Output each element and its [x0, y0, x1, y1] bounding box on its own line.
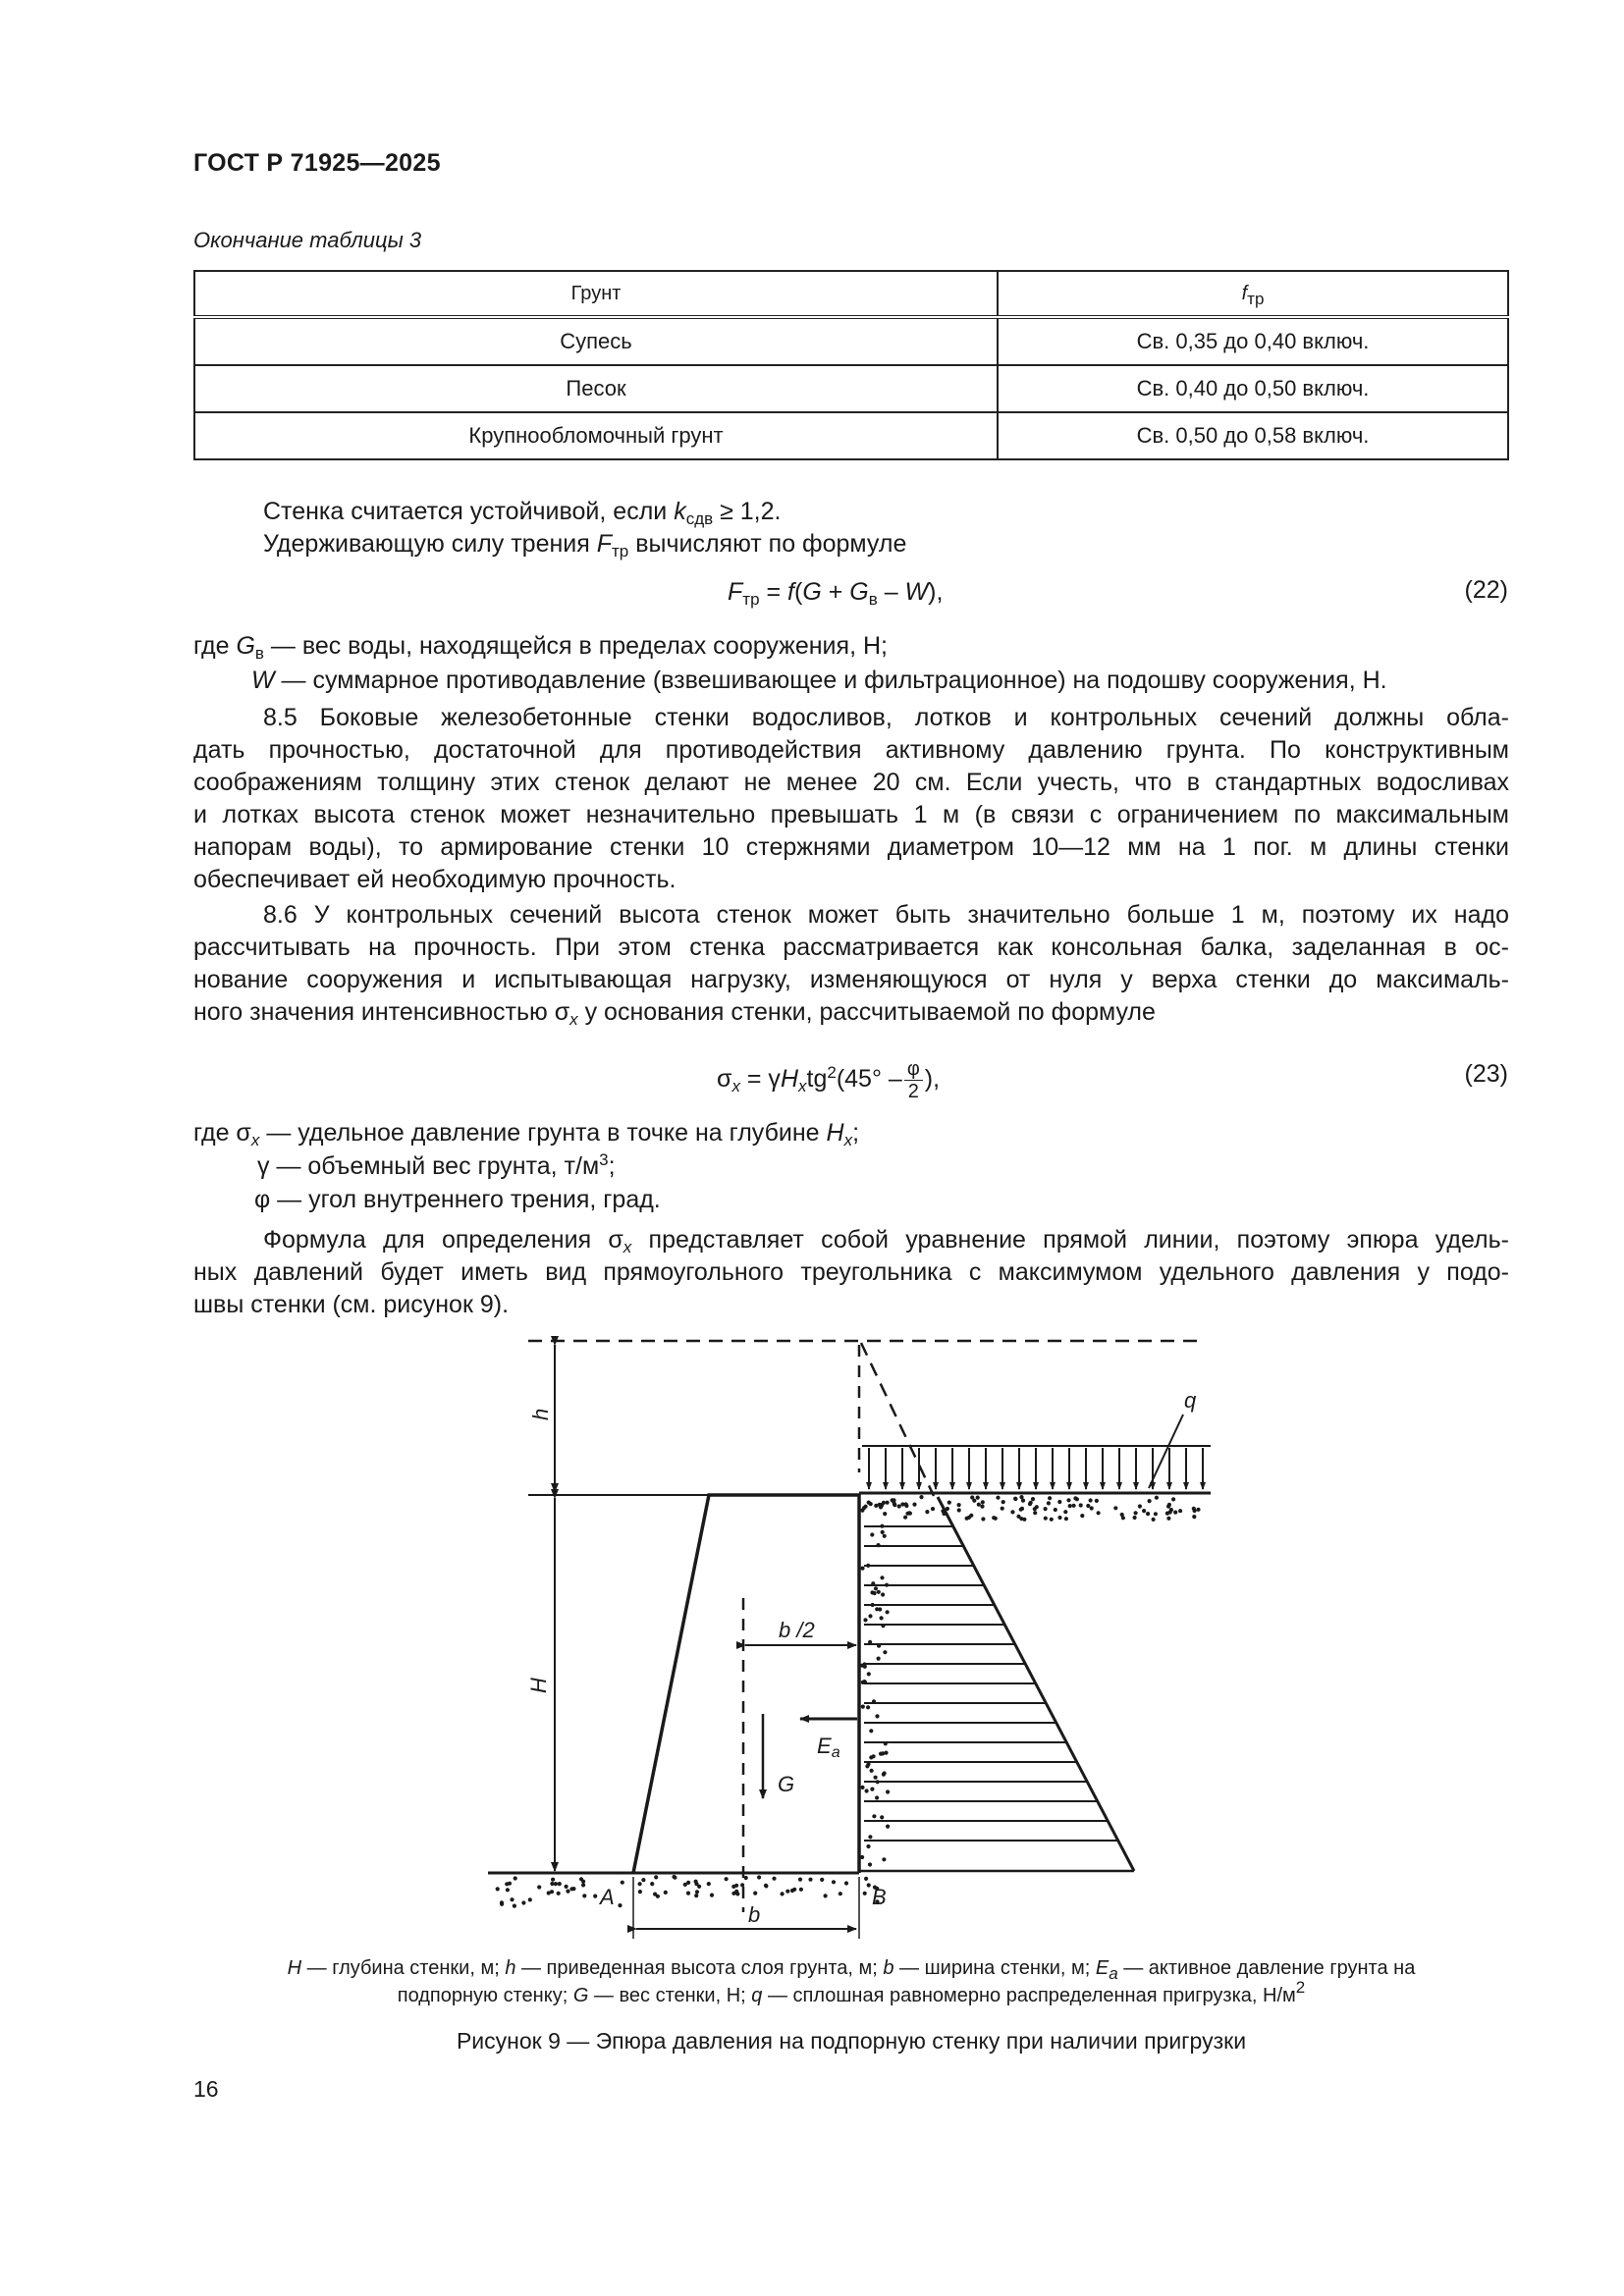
soil-dot: [870, 1788, 874, 1791]
header-friction: $f_{тр}$: [998, 271, 1508, 317]
soil-dot: [1048, 1496, 1052, 1500]
soil-dot: [1079, 1503, 1083, 1507]
soil-dot: [1178, 1509, 1182, 1513]
soil-dot: [554, 1882, 558, 1886]
soil-dot: [1142, 1509, 1146, 1513]
soil-dot: [753, 1892, 757, 1896]
soil-dot: [864, 1877, 868, 1881]
label-b: b: [748, 1902, 761, 1927]
soil-dot: [1073, 1496, 1077, 1500]
soil-dot: [844, 1881, 848, 1885]
soil-dot: [785, 1890, 789, 1894]
soil-dot: [707, 1882, 711, 1886]
soil-dot: [866, 1564, 870, 1568]
soil-dot: [860, 1855, 864, 1859]
document-header: ГОСТ Р 71925—2025: [193, 149, 441, 177]
para-8-5-line1: 8.5 Боковые железобетонные стенки водосливов, лотков и контрольных сечений должны обла-: [263, 704, 1509, 731]
soil-dot: [882, 1857, 886, 1861]
soil-dot: [868, 1835, 872, 1839]
soil-dot: [925, 1510, 929, 1514]
soil-dot: [510, 1897, 514, 1901]
soil-dot: [881, 1592, 885, 1596]
soil-dot: [875, 1795, 879, 1799]
soil-dot: [557, 1892, 561, 1896]
soil-dot: [808, 1878, 812, 1882]
figure-legend-line2: подпорную стенку; G — вес стенки, Н; q — сплошная равномерно распределенная пригрузка, $Н/м^2$: [397, 1978, 1306, 2006]
pressure-extension-dashed: [861, 1343, 934, 1496]
soil-dot: [1192, 1515, 1196, 1519]
where-phi: φ — угол внутреннего трения, град.: [254, 1186, 661, 1213]
soil-dot: [1080, 1514, 1084, 1518]
para-formula-line2: ных давлений будет иметь вид прямоугольного треугольника с максимумом удельного давления у подо-: [193, 1258, 1509, 1286]
soil-dot: [886, 1610, 890, 1614]
para-8-5-line5: напорам воды), то армирование стенки 10 стержнями диаметром 10—12 мм на 1 пог. м длины стенки: [193, 833, 1509, 861]
soil-dot: [1148, 1499, 1152, 1503]
soil-dot: [1068, 1504, 1072, 1508]
soil-dot: [1072, 1504, 1076, 1508]
where-gamma: γ — объемный вес грунта, $т/м^3$;: [257, 1150, 616, 1180]
cell-value: Св. 0,40 до 0,50 включ.: [998, 365, 1508, 412]
soil-dot: [571, 1887, 575, 1891]
soil-dot: [824, 1894, 828, 1897]
soil-dot: [875, 1714, 879, 1718]
soil-dot: [1054, 1508, 1057, 1512]
soil-dot: [641, 1878, 645, 1882]
soil-dot: [820, 1878, 824, 1882]
soil-dot: [886, 1825, 890, 1829]
soil-dot: [864, 1505, 868, 1509]
soil-dot: [969, 1514, 973, 1518]
soil-dot: [757, 1875, 761, 1879]
soil-dot: [798, 1878, 802, 1882]
soil-dot: [1090, 1506, 1094, 1510]
soil-dot: [862, 1662, 866, 1666]
soil-dot: [872, 1814, 876, 1818]
soil-dot: [1066, 1498, 1070, 1502]
soil-dot: [893, 1503, 896, 1507]
soil-dot: [764, 1884, 768, 1888]
soil-dot: [1013, 1497, 1017, 1501]
soil-dot: [903, 1516, 907, 1520]
soil-dot: [872, 1699, 876, 1703]
soil-dot: [1146, 1512, 1150, 1516]
soil-dot: [621, 1881, 624, 1885]
soil-dot: [876, 1543, 880, 1547]
soil-dot: [650, 1882, 654, 1886]
soil-dot: [558, 1882, 562, 1886]
soil-dot: [868, 1614, 872, 1618]
soil-dot: [907, 1511, 911, 1515]
soil-dot: [883, 1534, 887, 1538]
para-8-5-line4: и лотках высота стенок может незначительно превышать 1 м (в связи с ограничением по максимальным: [193, 801, 1509, 828]
cell-soil: Супесь: [194, 317, 998, 365]
retaining-wall: [633, 1495, 859, 1873]
equation-22: $F_{тр} = f(G + G_в - W)$,: [728, 578, 944, 609]
soil-dot: [870, 1590, 874, 1594]
soil-dot: [686, 1881, 690, 1885]
soil-dot: [874, 1776, 878, 1780]
soil-dot: [867, 1883, 871, 1887]
where-w-pressure: W — суммарное противодавление (взвешивающее и фильтрационное) на подошву сооружения, Н.: [251, 667, 1387, 694]
soil-dot: [881, 1624, 885, 1628]
soil-dot: [1028, 1502, 1032, 1506]
soil-dot: [941, 1509, 945, 1513]
pressure-hatch: [864, 1526, 1118, 1841]
soil-dot: [931, 1507, 935, 1511]
soil-dot: [880, 1815, 884, 1819]
soil-dot: [653, 1893, 657, 1896]
cell-value: Св. 0,50 до 0,58 включ.: [998, 412, 1508, 459]
soil-dot: [886, 1501, 890, 1505]
soil-dot: [799, 1888, 803, 1892]
soil-dot: [946, 1507, 949, 1511]
label-G: G: [778, 1772, 795, 1796]
where-g-water: где $G_в$ — вес воды, находящейся в пределах сооружения, Н;: [193, 632, 888, 663]
soil-dot: [1089, 1498, 1093, 1502]
label-B: B: [872, 1885, 887, 1909]
soil-dot: [1001, 1500, 1005, 1504]
label-H: H: [526, 1678, 551, 1693]
soil-dot: [1168, 1510, 1172, 1514]
soil-dot: [886, 1789, 890, 1793]
soil-dot: [772, 1877, 776, 1881]
soil-dot: [972, 1499, 976, 1503]
soil-dot: [1152, 1518, 1156, 1522]
soil-dot: [891, 1498, 894, 1502]
soil-dot: [880, 1616, 884, 1620]
soil-dot: [885, 1583, 889, 1587]
para-8-5-line3: соображениям толщину этих стенок делают не менее 20 см. Если учесть, что в стандартных водосливах: [193, 769, 1509, 796]
soil-dot: [1063, 1510, 1067, 1514]
label-A: A: [600, 1885, 615, 1909]
soil-dot: [792, 1888, 796, 1892]
soil-dot: [694, 1882, 698, 1886]
soil-dot: [581, 1880, 585, 1884]
label-b-half: b /2: [779, 1618, 815, 1642]
soil-dot: [710, 1894, 714, 1897]
equation-22-number: (22): [1464, 576, 1508, 604]
soil-dot: [521, 1900, 525, 1904]
soil-dot: [1010, 1510, 1014, 1514]
soil-dot: [860, 1786, 864, 1789]
soil-dot: [1031, 1497, 1035, 1501]
soil-dot: [976, 1496, 980, 1500]
soil-dot: [1057, 1500, 1061, 1504]
soil-dot: [508, 1882, 512, 1886]
soil-dot: [866, 1762, 870, 1766]
where-sigma: где $\sigma_x$ — удельное давление грунта в точке на глубине $H_x$;: [193, 1119, 860, 1149]
soil-dot: [781, 1892, 785, 1896]
soil-dot: [1154, 1512, 1158, 1516]
soil-dot: [565, 1885, 568, 1889]
soil-dot: [1050, 1518, 1054, 1522]
soil-dot: [957, 1503, 961, 1507]
soil-dot: [1095, 1499, 1099, 1503]
soil-dot: [1044, 1517, 1048, 1521]
para-8-6-line3: нование сооружения и испытывающая нагрузку, изменяющуюся от нуля у верха стенки до максималь-: [193, 966, 1509, 993]
soil-dot: [866, 1844, 870, 1848]
soil-dot: [1166, 1517, 1170, 1521]
soil-dot: [860, 1567, 864, 1571]
soil-dot: [1047, 1501, 1051, 1505]
soil-dot: [871, 1603, 875, 1607]
surcharge-arrows: [869, 1448, 1203, 1489]
soil-dot: [861, 1705, 865, 1709]
soil-dot: [506, 1888, 510, 1892]
soil-dot: [1019, 1495, 1023, 1499]
soil-dot: [582, 1894, 586, 1897]
soil-dot: [1020, 1507, 1024, 1511]
soil-dot: [1044, 1507, 1048, 1511]
soil-dot: [1064, 1517, 1068, 1521]
soil-dot: [500, 1902, 504, 1906]
soil-dot: [672, 1875, 676, 1879]
phi-over-two: $\frac{\varphi}{2}$: [904, 1058, 923, 1102]
soil-dot: [868, 1862, 872, 1866]
stability-condition: Стенка считается устойчивой, если $k_{сдв} \ge 1,2$.: [263, 498, 782, 528]
soil-dot: [725, 1877, 729, 1881]
para-formula-line1: Формула для определения $\sigma_x$ представляет собой уравнение прямой линии, поэтому эпюра удель-: [263, 1226, 1509, 1256]
soil-dot: [664, 1891, 668, 1895]
friction-intro: Удерживающую силу трения $F_{тр}$ вычисляют по формуле: [263, 530, 907, 561]
soil-dot: [957, 1508, 961, 1512]
soil-dot: [880, 1575, 884, 1579]
soil-dot: [1097, 1511, 1101, 1515]
soil-dot: [870, 1532, 874, 1536]
soil-dot: [1134, 1511, 1138, 1515]
figure-legend-line1: H — глубина стенки, м; h — приведенная высота слоя грунта, м; b — ширина стенки, м; $E_a$ — активное давление грунта на: [287, 1957, 1416, 1983]
table-caption: Окончание таблицы 3: [193, 228, 422, 252]
soil-dot: [686, 1892, 690, 1896]
soil-dot: [1033, 1507, 1037, 1511]
soil-dot: [1113, 1506, 1117, 1510]
header-soil: Грунт: [194, 271, 998, 317]
soil-dot: [884, 1741, 888, 1745]
soil-dot: [744, 1876, 748, 1880]
soil-dot: [694, 1894, 698, 1897]
soil-dot: [947, 1501, 951, 1505]
label-h: h: [528, 1408, 553, 1420]
para-8-6-line4: ного значения интенсивностью $\sigma_x$ у основания стенки, рассчитываемой по формуле: [193, 998, 1156, 1029]
soil-dot: [832, 1880, 836, 1884]
soil-dot: [863, 1892, 867, 1896]
soil-dot: [981, 1500, 985, 1504]
soil-dot: [869, 1755, 873, 1759]
soil-dot: [1022, 1518, 1026, 1522]
soil-dot: [1121, 1516, 1125, 1520]
soil-dot: [734, 1884, 738, 1888]
soil-dot: [867, 1501, 871, 1505]
soil-dot: [740, 1883, 744, 1887]
soil-dot: [1196, 1508, 1200, 1512]
para-formula-line3: швы стенки (см. рисунок 9).: [193, 1291, 510, 1318]
soil-dot: [876, 1780, 880, 1784]
cell-value: Св. 0,35 до 0,40 включ.: [998, 317, 1508, 365]
soil-dot: [593, 1895, 597, 1898]
soil-dot: [880, 1524, 884, 1528]
soil-dot: [860, 1509, 864, 1513]
soil-dot: [1167, 1503, 1171, 1507]
soil-dot: [1193, 1509, 1197, 1513]
soil-dot: [1016, 1515, 1020, 1519]
equation-23: $\sigma_x = \gamma H_xtg^2(45^\circ$ – $\frac{\varphi}{2}$ ),: [717, 1058, 941, 1102]
soil-dot: [734, 1890, 738, 1894]
soil-dot: [877, 1644, 881, 1648]
soil-dot: [551, 1878, 555, 1882]
figure-title: Рисунок 9 — Эпюра давления на подпорную стенку при наличии пригрузки: [456, 2028, 1247, 2054]
cell-soil: Крупнообломочный грунт: [194, 412, 998, 459]
soil-dot: [881, 1530, 885, 1534]
soil-dot: [581, 1883, 585, 1887]
soil-dot: [1155, 1496, 1159, 1500]
soil-dot: [992, 1516, 996, 1520]
soil-dot: [1086, 1504, 1090, 1508]
soil-dot: [865, 1789, 869, 1792]
para-8-6-line2: рассчитывать на прочность. При этом стенка рассматривается как консольная балка, заделанная в ос-: [193, 934, 1509, 961]
soil-dot: [654, 1875, 658, 1879]
soil-dot: [868, 1640, 872, 1644]
soil-dot: [1057, 1516, 1061, 1520]
para-8-5-line2: дать прочностью, достаточной для противодействия активному давлению грунта. По конструктивным: [193, 736, 1509, 764]
soil-dot: [547, 1891, 551, 1895]
soil-dot: [965, 1517, 969, 1521]
soil-dot: [977, 1503, 981, 1507]
label-q: q: [1184, 1388, 1197, 1413]
soil-dot: [912, 1503, 916, 1507]
soil-dot: [900, 1502, 904, 1506]
soil-dot: [528, 1897, 532, 1901]
soil-dot: [883, 1512, 887, 1516]
soil-dot: [883, 1771, 887, 1775]
soil-dot: [867, 1672, 871, 1676]
soil-dot: [514, 1876, 517, 1880]
q-leader: [1149, 1415, 1183, 1488]
soil-dot: [862, 1680, 866, 1683]
soil-dot: [863, 1618, 867, 1622]
soil-dot: [879, 1505, 883, 1509]
soil-dot: [513, 1904, 516, 1908]
soil-dot: [877, 1657, 881, 1661]
soil-dot: [695, 1890, 699, 1894]
soil-dot: [566, 1890, 569, 1894]
soil-dot: [1001, 1507, 1004, 1511]
soil-dot: [875, 1607, 879, 1611]
para-8-6-line1: 8.6 У контрольных сечений высота стенок может быть значительно больше 1 м, поэтому их надо: [263, 901, 1509, 929]
soil-dot: [1171, 1497, 1175, 1501]
soil-dot: [1133, 1516, 1137, 1520]
soil-dot: [870, 1769, 874, 1773]
soil-dot: [874, 1586, 878, 1590]
equation-23-number: (23): [1464, 1060, 1508, 1088]
soil-dot: [869, 1729, 873, 1733]
soil-dot: [996, 1496, 1000, 1500]
soil-dot: [866, 1705, 870, 1709]
soil-dots: [496, 1495, 1201, 1908]
soil-dot: [638, 1890, 642, 1894]
soil-dot: [919, 1495, 923, 1499]
page-number: 16: [193, 2076, 219, 2102]
soil-dot: [897, 1504, 901, 1508]
soil-dot: [884, 1751, 888, 1755]
label-Ea: Ea: [817, 1734, 840, 1761]
soil-dot: [883, 1650, 887, 1654]
soil-dot: [877, 1590, 881, 1594]
soil-dot: [839, 1892, 842, 1896]
soil-dot: [496, 1887, 500, 1891]
cell-soil: Песок: [194, 365, 998, 412]
soil-dot: [882, 1501, 886, 1505]
soil-dot: [537, 1885, 541, 1889]
soil-dot: [871, 1581, 875, 1585]
soil-dot: [1173, 1511, 1177, 1515]
para-8-5-line6: обеспечивает ей необходимую прочность.: [193, 866, 677, 893]
soil-dot: [618, 1903, 622, 1907]
soil-dot: [1033, 1511, 1037, 1515]
soil-dot: [980, 1505, 984, 1509]
soil-dot: [981, 1517, 985, 1521]
soil-dot: [879, 1752, 883, 1756]
soil-dot: [638, 1882, 642, 1886]
soil-dot: [1138, 1504, 1142, 1508]
